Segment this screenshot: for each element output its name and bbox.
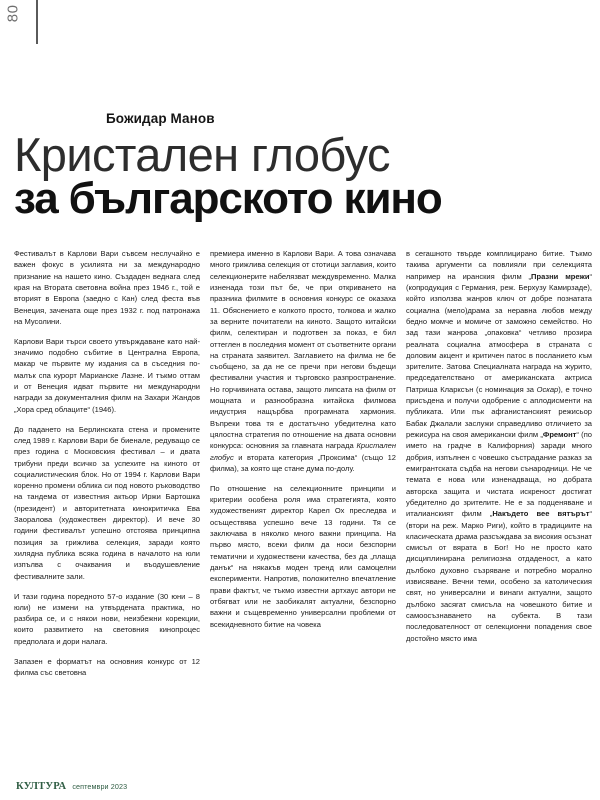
page-number: 80 [4,4,22,23]
text-column-1 [14,248,200,768]
article-headline-line-1: Кристален глобус [14,127,390,181]
text-column-2 [210,248,396,768]
publication-logo: КУЛТУРА [16,781,67,792]
body-paragraph: И тази година поредното 57-о издание (30 юни – 8 юли) не измени на утвърдената практика, но разбира се, и с някои нови, неизбежни корекции, които развитието на световния кинопроцес предполага и дори налага. [14,591,200,646]
body-paragraph: По отношение на селекционните принципи и критерии особена роля има стратегията, която художественият директор Карел Ох преследва и осъществява успешно вече 13 години. Тя се заключава в няколко много важни принципа. На първо място, всеки филм да носи безспорни тематични и художествени качества, без да „плаща данък“ на някакъв моден тренд или самоцелни експерименти. Напротив, положително впечатление прави фактът, че тъкмо известни артхаус автори не отбягват или не заобикалят актуални, безспорно важни и същевременно универсални проблеми от всекидневното битие на човека [210,483,396,629]
film-title: Празни мрежи [531,271,590,281]
body-paragraph: До падането на Берлинската стена и промените след 1989 г. Карлови Вари бе биенале, редуващо се през година с Московския фестивал – и двата трибуни преди всичко за успехите на киното от социалистическия блок. Но от 1994 г. Карлови Вари коренно промени облика си под новото ръководство на тандема от известния актьор Иржи Бартошка (президент) и авторитетната кинокритичка Ева Заоралова (художествен директор). И вече 30 години фестивалът успешно отстоява принципна позиция за грижлива селекция, заради която хилядна публика всяка година в началото на юли изпълва с очаквания и въодушевление фестивалните зали. [14,424,200,581]
body-paragraph: премиера именно в Карлови Вари. А това означава много грижлива селекция от стотици заглавия, които селекционерите набелязват междувременно. Малка изненада този път бе, че при откриването на празника филмите в основния конкурс се оказаха 11. Обяснението е колкото просто, толкова и жалко за верните почитатели на киното. Защото китайски филм, селектиран и подготвен за показ, е бил оттеглен в последния момент от съответните органи на страната заявител. Заглавието на филма не бе съобщено, за да не се пречи при негови бъдещи фестивални участия и търговско разпространение. Но горчивината остава, защото липсата на филм от мощната и разнообразна китайска филмова индустрия нащърбва програмната хармония. Въпреки това тя е достатъчно убедителна като цялостна стратегия по отношение на двата основни конкурса: основния за главната награда Кристален глобус и втората категория „Проксима“ (също 12 филма), за която ще стане дума по-долу. [210,249,396,473]
issue-date: септември 2023 [72,782,128,791]
article-masthead [14,111,600,224]
article-headline-line-2: за българското кино [14,174,442,224]
emphasis-title: Оскар [536,384,559,394]
body-paragraph: Карлови Вари търси своето утвърждаване като най-значимо подобно събитие в Централна Европа, макар че първите му издания са в съседния по-малък спа курорт Марианске Лазне. И тъкмо оттам и от Венеция идват първите ни международни награди за документалния филм на Захари Жандов „Хора сред облаците“ (1946). [14,336,200,414]
text-column-3 [406,248,592,768]
film-title: Фремонт [542,430,577,439]
folio-divider-rule [36,0,38,44]
emphasis-title: Кристален глобус [210,441,396,462]
body-paragraph: Запазен е форматът на основния конкурс от 12 филма със световна [14,656,200,677]
page-footer [16,781,127,792]
body-paragraph: Фестивалът в Карлови Вари съвсем неслучайно е важен фокус в усилията ни за международно признание на нашето кино. Създаден веднага след края на Втората световна война през 1946 г., той е вторият в Европа (заедно с Кан) след феста във Венеция, зачената още през 1932 г. под патронажа на Мусолини. [14,249,200,326]
film-title: Накъдето вее вятърът [492,509,590,519]
folio-rail [0,0,44,56]
body-paragraph: в сегашното твърде комплицирано битие. Тъкмо такива аргументи са повлияли при селекцията например на иранския филм „Празни мрежи“ (копродукция с Германия, реж. Берхузу Камирзаде), който използва жанров ключ от добре познатата социална (мело)драма за неравна любов между бедно момче и момиче от заможно семейство. Но зад тази жанрова „опаковка“ четливо прозира реалната социална атмосфера в страната с доловим акцент и критичен патос в посланието към зрителите. Затова Специалната награда на журито, председателствано от американската актриса Патриша Кларксън (с номинация за Оскар), е точно присъдена и получи одобрение с аплодисменти на публиката. Или пък афганистанският режисьор Бабак Джалали заслужи справедливо отличието за режисура на своя американски филм „Фремонт“ (по името на градче в Калифорния) заради много добрия, изпълнен с човешко състрадание разказ за емигрантската съдба на негови сънародници. Не че темата е нова или изненадваща, но добрата авторска защита и чистата искреност достигат убедително до зрителите. Не е за подценяване и италианският филм „Накъдето вее вятърът“ (втори на реж. Марко Риги), който в традициите на класическата драма разсъждава за високия осъзнат смисъл от вярата в Бог! Но не просто като дисциплинирана религиозна отдаденост, а като дълбоко духовно съзряване и потребно морално извисяване. Вечни теми, особено за католическия свят, но универсални и винаги актуални, защото дълбоко засягат смисъла на човешкото битие и самоосъзнаването на субекта. В тази последователност от селекционни попадения свое достойно място има [406,249,592,643]
article-body [14,248,592,768]
article-byline: Божидар Манов [106,111,215,126]
